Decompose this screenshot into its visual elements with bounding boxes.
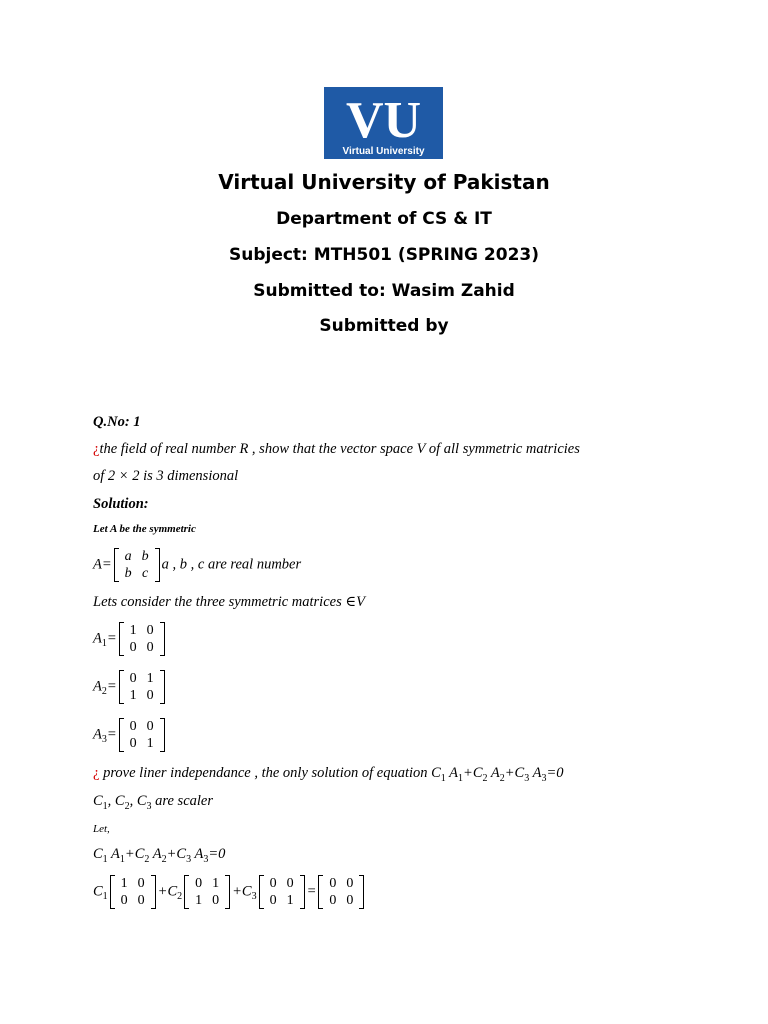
matrix-a xyxy=(114,548,160,582)
matrix-cell: 0 xyxy=(346,876,354,891)
question-line-1 xyxy=(93,441,580,458)
matrix-a1 xyxy=(119,622,165,656)
matrix-cell: 0 xyxy=(269,893,277,908)
submitted-by: Submitted by xyxy=(319,316,449,336)
matrix-a2-line: $A_2=$ 0 1 1 0 xyxy=(93,670,167,704)
question-line-2: of 2 × 2 is 3 dimensional xyxy=(93,468,239,484)
a-equals: A= xyxy=(93,556,112,573)
logo-letters: VU xyxy=(345,92,422,149)
matrix-a-cell: a xyxy=(124,549,132,564)
matrix-a1-cell: 0 xyxy=(129,640,137,655)
matrix-a2-cell: 0 xyxy=(129,671,137,686)
matrix-a2-cell: 1 xyxy=(129,688,137,703)
matrix-cell: 1 xyxy=(195,893,203,908)
matrix-a1-cell: 1 xyxy=(129,623,137,638)
matrix-cell: 0 xyxy=(195,876,203,891)
prove-line: ¿ prove liner independance , the only solution of equation $C_1$ $A_1+C_2$ $A_2+C_3$ $A_3=0$ xyxy=(93,765,564,784)
university-title: Virtual University of Pakistan xyxy=(218,170,550,194)
a-after-text: a , b , c are real number xyxy=(161,556,302,573)
logo-caption: Virtual University xyxy=(342,146,425,157)
subject-title: Subject: MTH501 (SPRING 2023) xyxy=(228,245,539,265)
matrix-a3-repeat xyxy=(259,875,305,909)
matrix-cell: 0 xyxy=(137,876,145,891)
matrix-a-cell: c xyxy=(142,566,149,581)
matrix-a1-cell: 0 xyxy=(146,640,154,655)
question-number: Q.No: 1 xyxy=(93,414,141,430)
matrix-a-line xyxy=(93,548,301,582)
matrix-a3-line: $A_3=$ 0 0 0 1 xyxy=(93,718,167,752)
matrix-cell: 0 xyxy=(212,893,220,908)
matrix-a2-cell: 1 xyxy=(146,671,154,686)
matrix-a2 xyxy=(119,670,165,704)
matrix-a-cell: b xyxy=(124,566,132,581)
matrix-cell: 1 xyxy=(120,876,128,891)
equation-line: $C_1$ $A_1+C_2$ $A_2+C_3$ $A_3=0$ xyxy=(93,846,226,865)
matrix-a1-cell: 0 xyxy=(146,623,154,638)
matrix-cell: 1 xyxy=(212,876,220,891)
submitted-to: Submitted to: Wasim Zahid xyxy=(253,281,515,301)
matrix-cell: 0 xyxy=(269,876,277,891)
matrix-a3-cell: 1 xyxy=(146,736,154,751)
let-a-line: Let A be the symmetric xyxy=(93,523,196,535)
matrix-a-cell: b xyxy=(141,549,149,564)
matrix-cell: 1 xyxy=(286,893,294,908)
zero-matrix xyxy=(318,875,364,909)
matrix-a3-cell: 0 xyxy=(129,736,137,751)
matrix-a1-line: $A_1=$ 1 0 0 0 xyxy=(93,622,167,656)
matrix-a3-cell: 0 xyxy=(146,719,154,734)
scalar-line: $C_1$, $C_2$, $C_3$ are scaler xyxy=(93,793,213,812)
question-text-1: the field of real number R , show that the vector space V of all symmetric matricies xyxy=(99,441,580,457)
matrix-cell: 0 xyxy=(120,893,128,908)
consider-line: Lets consider the three symmetric matrices ∈V xyxy=(93,594,365,610)
scalar-text: are scaler xyxy=(155,793,213,809)
let-line: Let, xyxy=(93,823,110,835)
matrix-a2-repeat xyxy=(184,875,230,909)
matrix-cell: 0 xyxy=(137,893,145,908)
matrix-a3-cell: 0 xyxy=(129,719,137,734)
red-mark: ¿ xyxy=(93,441,100,457)
solution-heading: Solution: xyxy=(93,496,149,512)
prove-text: prove liner independance , the only solution of equation xyxy=(103,765,428,781)
matrix-a3 xyxy=(119,718,165,752)
red-mark: ¿ xyxy=(93,765,100,781)
matrix-cell: 0 xyxy=(329,893,337,908)
matrix-a1-repeat xyxy=(110,875,156,909)
matrix-equation-line: $C_1$ 1 0 0 0 $+C_2$ 0 1 1 0 $+C_3$ 0 0 0 1 = 0 0 0 0 xyxy=(93,875,366,909)
department-title: Department of CS & IT xyxy=(276,209,492,229)
matrix-cell: 0 xyxy=(286,876,294,891)
matrix-a2-cell: 0 xyxy=(146,688,154,703)
matrix-cell: 0 xyxy=(329,876,337,891)
vu-logo xyxy=(324,87,443,159)
matrix-cell: 0 xyxy=(346,893,354,908)
